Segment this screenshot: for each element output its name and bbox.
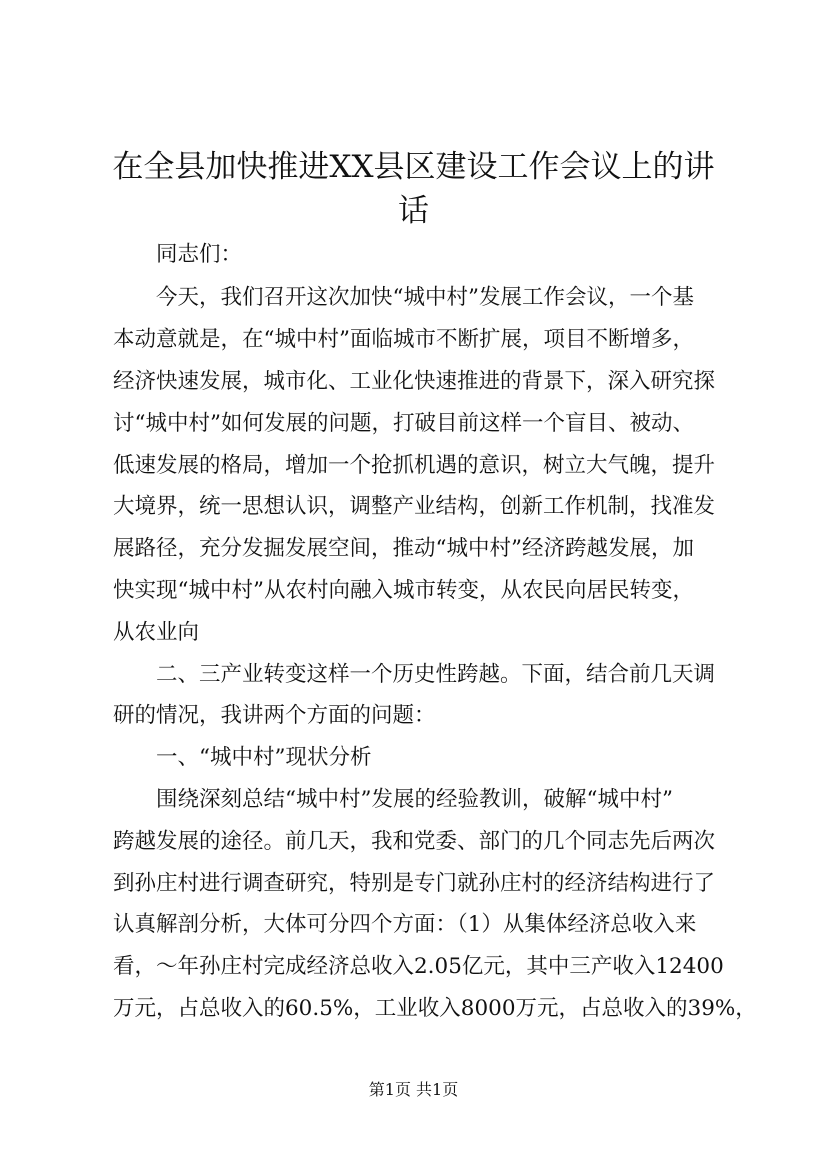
paragraph-line: 看，～年孙庄村完成经济总收入2.05亿元，其中三产收入12400 (113, 954, 724, 979)
paragraph-line: 研的情况，我讲两个方面的问题： (113, 703, 436, 728)
paragraph-line: 大境界，统一思想认识，调整产业结构，创新工作机制，找准发 (113, 494, 716, 519)
paragraph-line: 到孙庄村进行调查研究，特别是专门就孙庄村的经济结构进行了 (113, 871, 716, 896)
paragraph-line: 讨“城中村”如何发展的问题，打破目前这样一个盲目、被动、 (113, 411, 694, 436)
paragraph-line: 快实现“城中村”从农村向融入城市转变，从农民向居民转变， (113, 578, 694, 603)
paragraph-line: 从农业向 (113, 620, 200, 645)
paragraph-line: 万元，占总收入的60.5%，工业收入8000万元，占总收入的39%， (113, 996, 757, 1021)
paragraph-line: 围绕深刻总结“城中村”发展的经验教训，破解“城中村” (156, 787, 673, 812)
paragraph-line: 今天，我们召开这次加快“城中村”发展工作会议，一个基 (156, 285, 694, 310)
paragraph-line: 本动意就是，在“城中村”面临城市不断扩展，项目不断增多， (113, 327, 694, 352)
paragraph-line: 低速发展的格局，增加一个抢抓机遇的意识，树立大气魄，提升 (113, 453, 716, 478)
paragraph-line: 二、三产业转变这样一个历史性跨越。下面，结合前几天调 (156, 662, 716, 687)
section-heading: 一、“城中村”现状分析 (156, 745, 372, 770)
document-title-line-1: 在全县加快推进XX县区建设工作会议上的讲 (112, 149, 715, 185)
paragraph-line: 认真解剖分析，大体可分四个方面：（1）从集体经济总收入来 (113, 912, 697, 937)
page-footer: 第1页 共1页 (368, 1080, 459, 1099)
salutation: 同志们： (156, 242, 243, 267)
paragraph-line: 跨越发展的途径。前几天，我和党委、部门的几个同志先后两次 (113, 829, 716, 854)
document-title-line-2: 话 (398, 193, 429, 229)
paragraph-line: 经济快速发展，城市化、工业化快速推进的背景下，深入研究探 (113, 369, 716, 394)
paragraph-line: 展路径，充分发掘发展空间，推动“城中村”经济跨越发展，加 (113, 536, 694, 561)
